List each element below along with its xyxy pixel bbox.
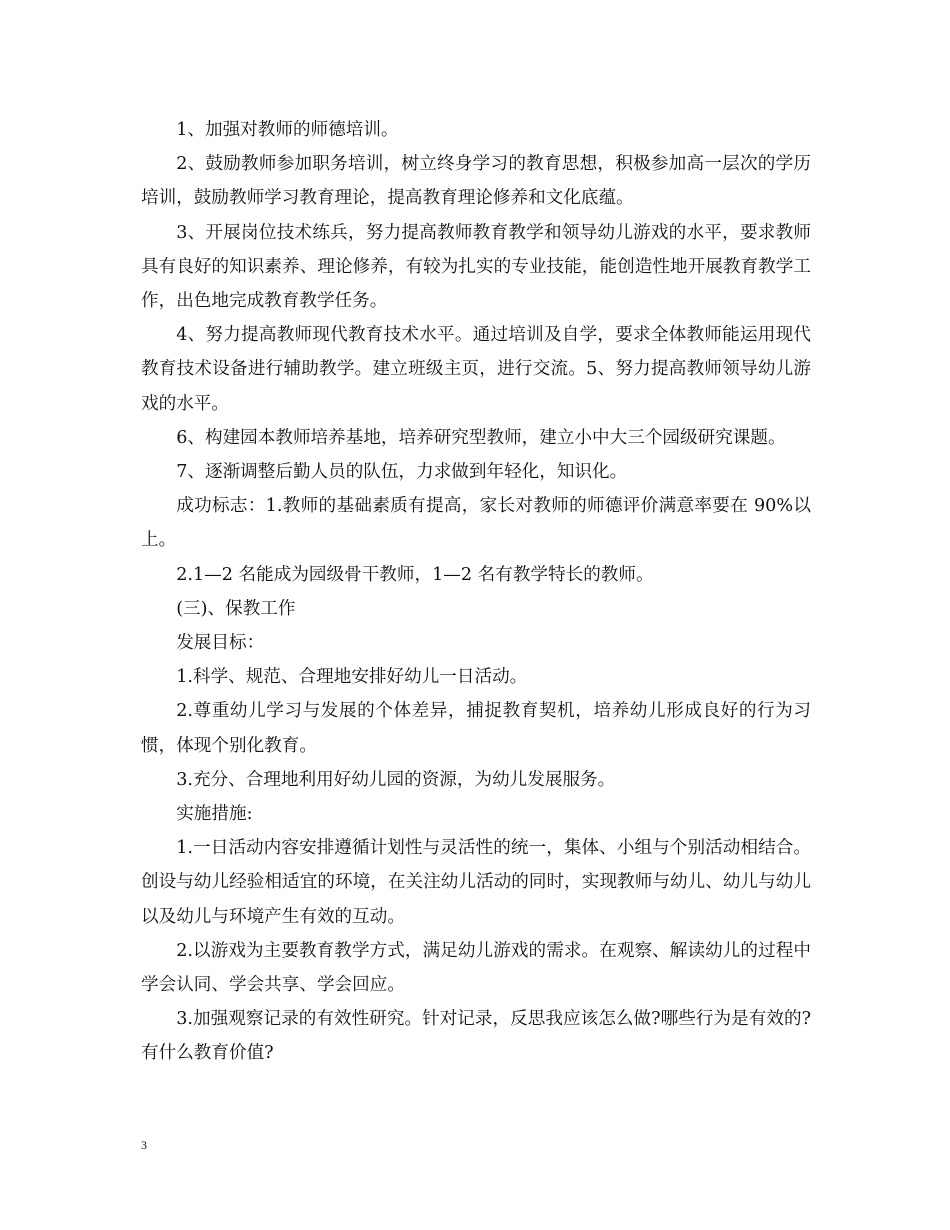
document-body: [141, 113, 811, 1071]
paragraph-teacher-ethics: 1、加强对教师的师德培训。: [176, 120, 399, 140]
paragraph-goal-daily-activities: 1.科学、规范、合理地安排好幼儿一日活动。: [176, 667, 528, 688]
paragraph-training-base: 6、构建园本教师培养基地，培养研究型教师，建立小中大三个园级研究课题。: [176, 427, 786, 448]
paragraph-modern-technology: 4、努力提高教师现代教育技术水平。通过培训及自学，要求全体教师能运用现代教育技术设备进行辅助教学。建立班级主页，进行交流。5、努力提高教师领导幼儿游戏的水平。: [141, 325, 811, 414]
paragraph-logistics-staff: 7、逐渐调整后勤人员的队伍，力求做到年轻化，知识化。: [176, 462, 628, 483]
paragraph-goal-individual-differences: 2.尊重幼儿学习与发展的个体差异，捕捉教育契机，培养幼儿形成良好的行为习惯，体现个别化教育。: [141, 701, 811, 756]
paragraph-professional-training: 2、鼓励教师参加职务培训，树立终身学习的教育思想，积极参加高一层次的学历培训，鼓励教师学习教育理论，提高教育理论修养和文化底蕴。: [141, 154, 811, 209]
subheading-development-goals: 发展目标：: [176, 633, 265, 654]
paragraph-success-indicator: 成功标志：1.教师的基础素质有提高，家长对教师的师德评价满意率要在 90%以上。: [141, 496, 811, 551]
paragraph-measure-play-based: 2.以游戏为主要教育教学方式，满足幼儿游戏的需求。在观察、解读幼儿的过程中学会认同、学会共享、学会回应。: [141, 940, 811, 996]
section-heading-care-education: (三)、保教工作: [176, 598, 296, 619]
subheading-implementation-measures: 实施措施:: [176, 804, 253, 825]
paragraph-skill-practice: 3、开展岗位技术练兵，努力提高教师教育教学和领导幼儿游戏的水平，要求教师具有良好的知识素养、理论修养，有较为扎实的专业技能，能创造性地开展教育教学工作，出色地完成教育教学任务。: [141, 222, 811, 312]
paragraph-measure-observation: 3.加强观察记录的有效性研究。针对记录，反思我应该怎么做?哪些行为是有效的?有什么教育价值?: [141, 1009, 811, 1064]
paragraph-backbone-teachers: 2.1—2 名能成为园级骨干教师，1—2 名有教学特长的教师。: [176, 564, 654, 585]
page-number: 3: [141, 1138, 147, 1152]
paragraph-goal-resources: 3.充分、合理地利用好幼儿园的资源，为幼儿发展服务。: [176, 769, 616, 790]
paragraph-measure-activity-planning: 1.一日活动内容安排遵循计划性与灵活性的统一，集体、小组与个别活动相结合。创设与幼儿经验相适宜的环境，在关注幼儿活动的同时，实现教师与幼儿、幼儿与幼儿以及幼儿与环境产生有效的互动。: [141, 838, 811, 927]
